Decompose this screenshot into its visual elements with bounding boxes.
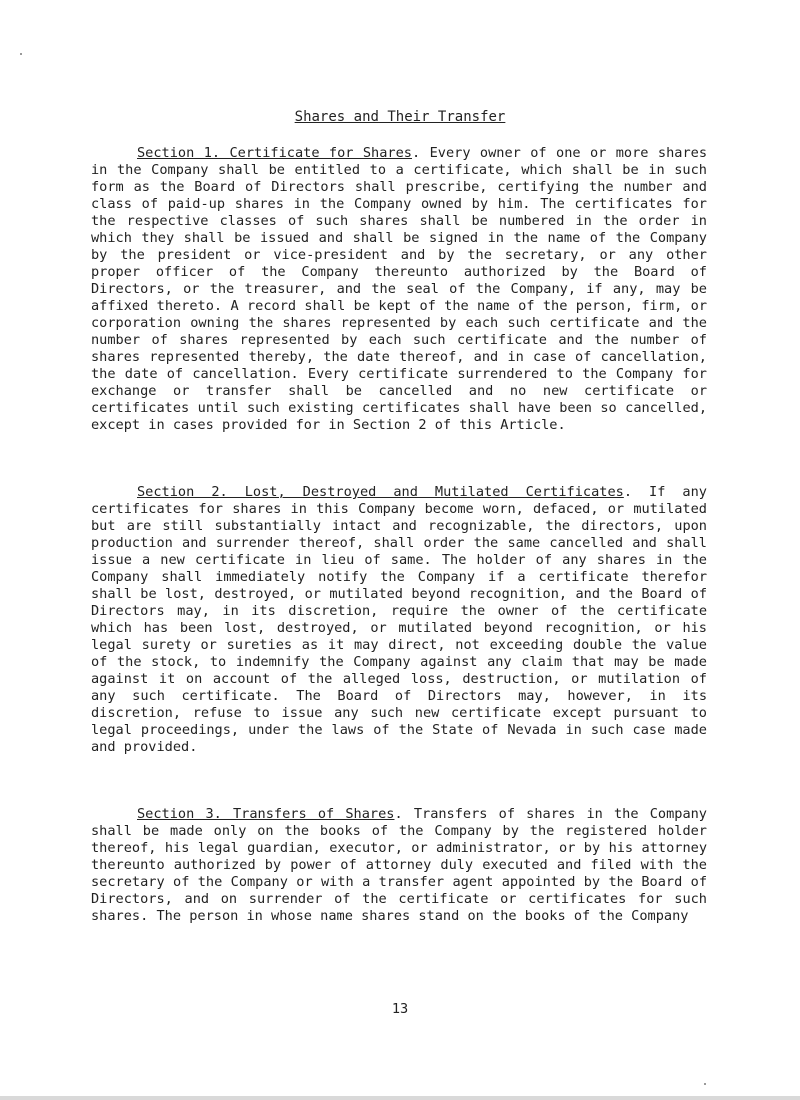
scan-speck: [704, 1083, 706, 1085]
section-2-heading: Section 2. Lost, Destroyed and Mutilated Certificates: [137, 484, 624, 500]
scan-edge: [0, 1096, 800, 1100]
section-1-heading: Section 1. Certificate for Shares: [137, 145, 412, 161]
section-3-paragraph: [91, 806, 707, 925]
section-3-heading: Section 3. Transfers of Shares: [137, 806, 395, 822]
section-3-body: . Transfers of shares in the Company shall be made only on the books of the Company by the registered holder thereof, his legal guardian, executor, or administrator, or by his attorney thereunto authorized by power of attorney duly executed and filed with the secretary of the Company or with a transfer agent appointed by the Board of Directors, and on surrender of the certificate or certificates for such shares. The person in whose name shares stand on the books of the Company: [91, 806, 707, 924]
section-1-body: . Every owner of one or more shares in the Company shall be entitled to a certificate, which shall be in such form as the Board of Directors shall prescribe, certifying the number and class of paid-up shares in the Company owned by him. The certificates for the respective classes of such shares shall be numbered in the order in which they shall be issued and shall be signed in the name of the Company by the president or vice-president and by the secretary, or any other proper officer of the Company thereunto authorized by the Board of Directors, or the treasurer, and the seal of the Company, if any, may be affixed thereto. A record shall be kept of the name of the person, firm, or corporation owning the shares represented by each such certificate and the number of shares represented by each such certificate and the number of shares represented thereby, the date thereof, and in case of cancellation, the date of cancellation. Every certificate surrendered to the Company for exchange or transfer shall be cancelled and no new certificate or certificates until such existing certificates shall have been so cancelled, except in cases provided for in Section 2 of this Article.: [91, 145, 707, 433]
section-2-body: . If any certificates for shares in this Company become worn, defaced, or mutilated but are still substantially intact and recognizable, the directors, upon production and surrender thereof, shall order the same cancelled and shall issue a new certificate in lieu of same. The holder of any shares in the Company shall immediately notify the Company if a certificate therefor shall be lost, destroyed, or mutilated beyond recognition, and the Board of Directors may, in its discretion, require the owner of the certificate which has been lost, destroyed, or mutilated beyond recognition, or his legal surety or sureties as it may direct, not exceeding double the value of the stock, to indemnify the Company against any claim that may be made against it on account of the alleged loss, destruction, or mutilation of any such certificate. The Board of Directors may, however, in its discretion, refuse to issue any such new certificate except pursuant to legal proceedings, under the laws of the State of Nevada in such case made and provided.: [91, 484, 707, 755]
section-2-paragraph: [91, 484, 707, 756]
page-number: 13: [391, 1001, 409, 1017]
page-title: Shares and Their Transfer: [294, 109, 506, 125]
scan-speck: [20, 53, 22, 55]
section-1-paragraph: [91, 145, 707, 434]
